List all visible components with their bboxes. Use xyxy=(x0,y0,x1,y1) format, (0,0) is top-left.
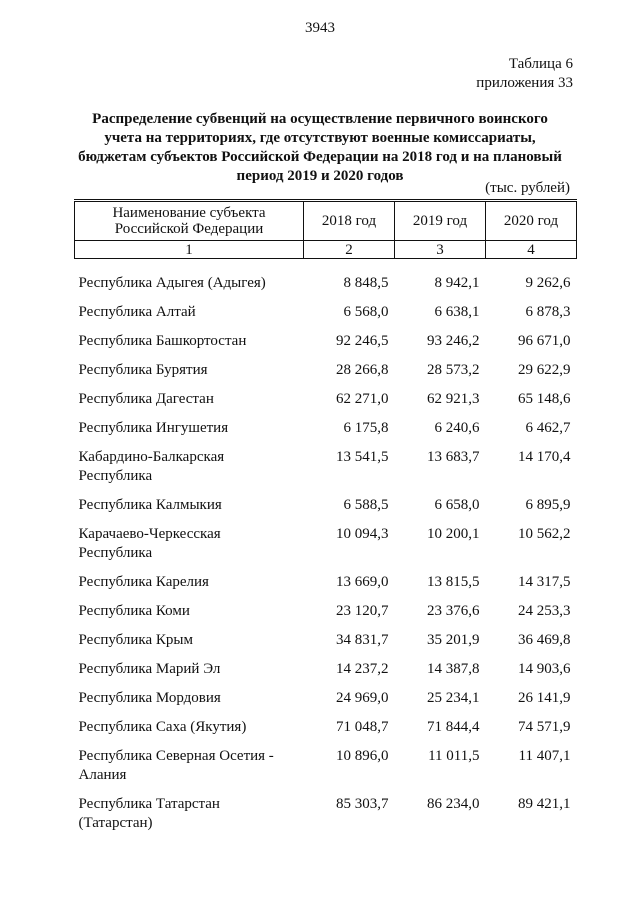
table-reference-line: приложения 33 xyxy=(476,75,573,91)
value-2019: 8 942,1 xyxy=(434,275,480,291)
value-2018: 14 237,2 xyxy=(336,661,389,677)
value-2020: 36 469,8 xyxy=(518,632,571,648)
table-row xyxy=(75,689,577,708)
row-spacer-cell xyxy=(75,380,577,390)
row-spacer-cell xyxy=(75,592,577,602)
row-spacer xyxy=(75,380,577,390)
document-title-line: период 2019 и 2020 годов xyxy=(236,168,404,184)
region-name-line: Республика Крым xyxy=(78,632,193,648)
table-reference-line: Таблица 6 xyxy=(508,56,573,72)
row-spacer-cell xyxy=(75,322,577,332)
row-spacer xyxy=(75,486,577,496)
row-spacer xyxy=(75,708,577,718)
column-number: 2 xyxy=(304,241,395,259)
row-spacer xyxy=(75,438,577,448)
value-2018: 28 266,8 xyxy=(336,362,389,378)
value-2020: 14 903,6 xyxy=(518,661,571,677)
value-2019: 23 376,6 xyxy=(427,603,480,619)
value-2018: 8 848,5 xyxy=(343,275,389,291)
table-row xyxy=(75,795,577,833)
column-number: 4 xyxy=(486,241,577,259)
row-spacer xyxy=(75,409,577,419)
region-name xyxy=(75,718,304,737)
row-spacer xyxy=(75,592,577,602)
value-2019: 86 234,0 xyxy=(427,796,480,812)
table-row xyxy=(75,525,577,563)
region-name-line: Республика Бурятия xyxy=(78,362,208,378)
value-2018: 6 588,5 xyxy=(343,497,389,513)
row-spacer-cell xyxy=(75,563,577,573)
table-row xyxy=(75,573,577,592)
value-2020: 14 317,5 xyxy=(518,574,571,590)
region-name-line: Республика Северная Осетия - xyxy=(78,748,274,764)
row-spacer-cell xyxy=(75,650,577,660)
row-spacer xyxy=(75,621,577,631)
region-name-line: Республика xyxy=(78,545,153,561)
value-2018: 13 669,0 xyxy=(336,574,389,590)
value-2019: 93 246,2 xyxy=(427,333,480,349)
region-name-line: Республика Калмыкия xyxy=(78,497,222,513)
row-spacer-cell xyxy=(75,486,577,496)
row-spacer-cell xyxy=(75,737,577,747)
region-name xyxy=(75,448,304,486)
table-body xyxy=(75,259,577,834)
value-2018: 13 541,5 xyxy=(336,449,389,465)
column-number: 1 xyxy=(75,241,304,259)
region-name xyxy=(75,419,304,438)
region-name-line: Республика Адыгея (Адыгея) xyxy=(78,275,266,291)
header-region-name-line: Наименование субъекта xyxy=(112,205,266,221)
page-number: 3943 xyxy=(305,20,335,36)
table-reference xyxy=(476,55,573,93)
document-title-line: Распределение субвенций на осуществление первичного воинского xyxy=(92,111,548,127)
table-row xyxy=(75,718,577,737)
table-row xyxy=(75,419,577,438)
row-spacer xyxy=(75,515,577,525)
row-spacer xyxy=(75,737,577,747)
table-row xyxy=(75,631,577,650)
value-2020: 96 671,0 xyxy=(518,333,571,349)
value-2019: 10 200,1 xyxy=(427,526,480,542)
table-row xyxy=(75,361,577,380)
region-name xyxy=(75,795,304,833)
row-spacer xyxy=(75,351,577,361)
row-spacer-cell xyxy=(75,293,577,303)
row-spacer xyxy=(75,259,577,275)
units-note: (тыс. рублей) xyxy=(485,180,570,196)
header-region-name xyxy=(75,201,304,241)
region-name xyxy=(75,390,304,409)
region-name-line: Республика Марий Эл xyxy=(78,661,221,677)
document-title-line: бюджетам субъектов Российской Федерации на 2018 год и на плановый xyxy=(78,149,562,165)
table-header xyxy=(75,201,577,259)
row-spacer-cell xyxy=(75,785,577,795)
region-name-line: (Татарстан) xyxy=(78,815,153,831)
value-2019: 14 387,8 xyxy=(427,661,480,677)
region-name-line: Республика Мордовия xyxy=(78,690,221,706)
row-spacer xyxy=(75,679,577,689)
value-2020: 6 462,7 xyxy=(525,420,571,436)
subventions-table xyxy=(74,199,577,833)
value-2019: 6 240,6 xyxy=(434,420,480,436)
region-name-line: Республика Башкортостан xyxy=(78,333,247,349)
value-2020: 26 141,9 xyxy=(518,690,571,706)
region-name xyxy=(75,361,304,380)
value-2020: 29 622,9 xyxy=(518,362,571,378)
value-2018: 23 120,7 xyxy=(336,603,389,619)
row-spacer xyxy=(75,785,577,795)
region-name-line: Республика Ингушетия xyxy=(78,420,229,436)
value-2018: 62 271,0 xyxy=(336,391,389,407)
region-name-line: Республика Алтай xyxy=(78,304,196,320)
value-2020: 89 421,1 xyxy=(518,796,571,812)
region-name xyxy=(75,525,304,563)
region-name-line: Республика Татарстан xyxy=(78,796,220,812)
table-row xyxy=(75,303,577,322)
row-spacer-cell xyxy=(75,438,577,448)
header-region-name-line: Российской Федерации xyxy=(114,221,264,237)
value-2020: 24 253,3 xyxy=(518,603,571,619)
header-2019: 2019 год xyxy=(395,201,486,241)
row-spacer xyxy=(75,650,577,660)
value-2020: 11 407,1 xyxy=(518,748,571,764)
table-row xyxy=(75,660,577,679)
region-name xyxy=(75,573,304,592)
value-2019: 25 234,1 xyxy=(427,690,480,706)
region-name xyxy=(75,332,304,351)
value-2020: 10 562,2 xyxy=(518,526,571,542)
row-spacer-cell xyxy=(75,679,577,689)
region-name-line: Алания xyxy=(78,767,127,783)
row-spacer-cell xyxy=(75,515,577,525)
table-row xyxy=(75,390,577,409)
region-name-line: Кабардино-Балкарская xyxy=(78,449,225,465)
region-name xyxy=(75,747,304,785)
header-row xyxy=(75,201,577,241)
value-2019: 6 638,1 xyxy=(434,304,480,320)
value-2019: 35 201,9 xyxy=(427,632,480,648)
region-name xyxy=(75,303,304,322)
value-2018: 24 969,0 xyxy=(336,690,389,706)
row-spacer-cell xyxy=(75,259,577,275)
region-name-line: Республика Дагестан xyxy=(78,391,214,407)
value-2018: 34 831,7 xyxy=(336,632,389,648)
row-spacer-cell xyxy=(75,708,577,718)
table-row xyxy=(75,747,577,785)
value-2020: 9 262,6 xyxy=(525,275,571,291)
value-2019: 71 844,4 xyxy=(427,719,480,735)
region-name xyxy=(75,602,304,621)
value-2019: 11 011,5 xyxy=(428,748,480,764)
value-2018: 6 175,8 xyxy=(343,420,389,436)
value-2019: 28 573,2 xyxy=(427,362,480,378)
row-spacer-cell xyxy=(75,409,577,419)
header-2018: 2018 год xyxy=(304,201,395,241)
region-name xyxy=(75,631,304,650)
region-name-line: Карачаево-Черкесская xyxy=(78,526,221,542)
row-spacer xyxy=(75,293,577,303)
table-row xyxy=(75,332,577,351)
value-2018: 10 896,0 xyxy=(336,748,389,764)
value-2018: 71 048,7 xyxy=(336,719,389,735)
region-name xyxy=(75,689,304,708)
document-title-line: учета на территориях, где отсутствуют военные комиссариаты, xyxy=(104,130,536,146)
row-spacer-cell xyxy=(75,351,577,361)
value-2018: 6 568,0 xyxy=(343,304,389,320)
header-2020: 2020 год xyxy=(486,201,577,241)
value-2020: 65 148,6 xyxy=(518,391,571,407)
value-2020: 74 571,9 xyxy=(518,719,571,735)
region-name-line: Республика Саха (Якутия) xyxy=(78,719,247,735)
value-2019: 13 683,7 xyxy=(427,449,480,465)
column-number-row xyxy=(75,241,577,259)
value-2018: 85 303,7 xyxy=(336,796,389,812)
row-spacer xyxy=(75,563,577,573)
value-2018: 10 094,3 xyxy=(336,526,389,542)
region-name xyxy=(75,496,304,515)
region-name xyxy=(75,274,304,293)
row-spacer xyxy=(75,322,577,332)
region-name-line: Республика Коми xyxy=(78,603,190,619)
value-2018: 92 246,5 xyxy=(336,333,389,349)
row-spacer-cell xyxy=(75,621,577,631)
column-number: 3 xyxy=(395,241,486,259)
document-title xyxy=(70,110,570,186)
table-row xyxy=(75,274,577,293)
table-row xyxy=(75,448,577,486)
region-name xyxy=(75,660,304,679)
value-2019: 6 658,0 xyxy=(434,497,480,513)
value-2019: 13 815,5 xyxy=(427,574,480,590)
region-name-line: Республика Карелия xyxy=(78,574,209,590)
table-row xyxy=(75,602,577,621)
value-2019: 62 921,3 xyxy=(427,391,480,407)
value-2020: 6 878,3 xyxy=(525,304,571,320)
table-row xyxy=(75,496,577,515)
value-2020: 14 170,4 xyxy=(518,449,571,465)
region-name-line: Республика xyxy=(78,468,153,484)
value-2020: 6 895,9 xyxy=(525,497,571,513)
